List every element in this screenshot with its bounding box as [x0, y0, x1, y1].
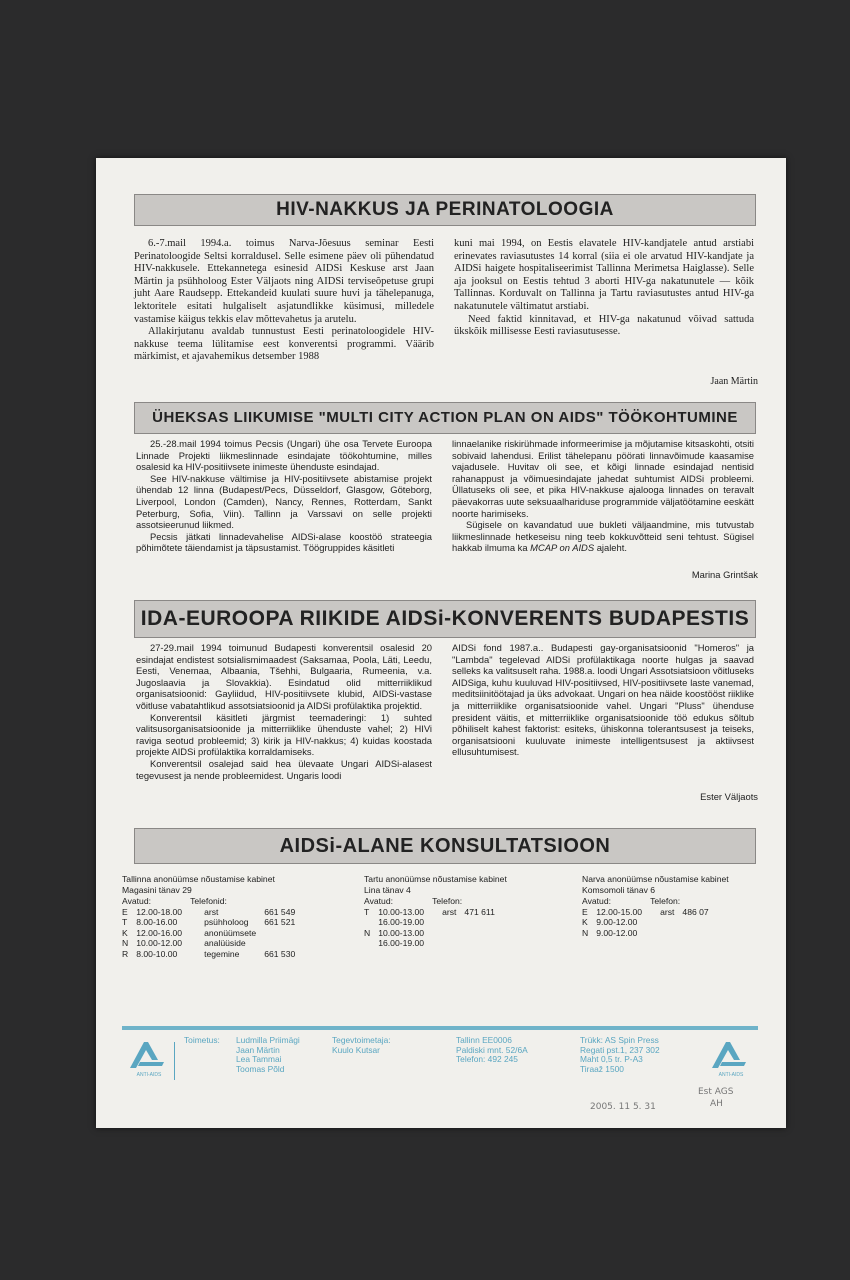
paragraph: Konverentsil käsitleti järgmist teemaderingi: 1) suhted valitsusorganisatsioonide ja mitterriiklike ühenduste vahel; 2) HIVi raviga seotud probleemid; 3) kirik ja HIV-nakkus; 4) kuidas koostada projekte AIDSi profülaktika korraldamiseks. [136, 711, 432, 758]
signature-marina-grintsak: Marina Grintšak [691, 569, 758, 580]
table-row: E 12.00-15.00 arst 486 07 [582, 906, 709, 917]
clinic-tallinn [122, 874, 303, 959]
paragraph: 6.-7.mail 1994.a. toimus Narva-Jõesuus seminar Eesti Perinatoloogide Seltsi korraldusel. Selle esimene päev oli pühendatud HIV-nakkusele. Ettekannetega esinesid AIDSi Keskuse arst Jaan Märtin ja psühholoog Ester Väljaots ning AIDSi terviseõpetuse grupi juht Aare Raudsepp. Ettekandeid kuulati suure huvi ja tähelepanuga, lektoritele esitati hulgaliselt asjatundlikke küsimusi, milledele vastamise käigus tekkis elav mõttevahetus ja arutelu. [134, 238, 434, 325]
paragraph: Sügisele on kavandatud uue bukleti väljaandmine, mis tutvustab liikmeslinnade hetkeseisu ning teeb kokkuvõtteid seni tehtust. Sügisel hakkab ilmuma ka MCAP on AIDS ajaleht. [452, 519, 754, 554]
article2-right-column [452, 438, 754, 554]
clinic-title: Tallinna anonüümse nõustamise kabinet [122, 874, 275, 884]
article2-left-column [136, 438, 432, 554]
paragraph: linnaelanike riskirühmade informeerimise ja mõjutamise kitsaskohti, otsiti sobivaid lahendusi. Erilist tähelepanu pöörati linnavõimude kaasamise vajadusele. Huvitav oli see, et kõigi linnade esindajad nentisid rahanappust ja võimuesindajate jahedat suhtumist AIDSi probleemi. Üllatuseks oli see, et pika HIV-nakkuse ajalooga linnades on teravalt päevakorras uute seksuaalhariduse programmide väljatöötamine eeskätt noorte harimiseks. [452, 438, 754, 519]
anti-aids-logo-icon [126, 1038, 172, 1078]
table-row: K 9.00-12.00 [582, 917, 638, 927]
clinic-address: Komsomoli tänav 6 [582, 884, 656, 895]
clinic-hours-table [582, 896, 717, 938]
table-header: Avatud: Telefonid: [122, 896, 227, 906]
paragraph: AIDSi fond 1987.a.. Budapesti gay-organisatsioonid "Homeros" ja "Lambda" tegelevad AIDSi profülaktikaga noorte hulgas ja saavad selleks ka valitsuselt raha. 1988.a. loodi Ungari Assotsiatsioon võitluseks AIDSiga, kuhu kuuluvad HIV-positiivsed, HIV-positiivsete laste vanemad, meditsiinitöötajad ja üks advokaat. Ungari on hea näide koostööst riiklike ja mitterriiklike organisatsioonide vahel. Ungari "Pluss" ühenduse president väitis, et mitterriiklike organisatsioonide töö edukus sõltub põhiliselt kahest faktorist: esiteks, ühiskonna tolerantsusest ja teiseks, organisatsiooni kuuluvate inimeste intelligentsusest ja aktiivsest ellusuhtumisest. [452, 642, 754, 758]
headline-budapest-conference: IDA-EUROOPA RIIKIDE AIDSi-KONVERENTS BUDAPESTIS [134, 600, 756, 638]
table-row: N 10.00-13.00 [364, 927, 425, 938]
footer-divider [174, 1042, 175, 1080]
clinic-address: Lina tänav 4 [364, 884, 411, 895]
footer-managing-editor: Tegevtoimetaja: Kuulo Kutsar [332, 1035, 391, 1055]
table-header: Avatud: Telefon: [364, 896, 463, 906]
table-row: T 8.00-16.00 psühholoog 661 521 [122, 917, 296, 927]
paragraph: kuni mai 1994, on Eestis elavatele HIV-kandjatele antud arstiabi erinevates raviasutustes 14 korral (siia ei ole arvatud HIV-kandjate ja AIDSi haigete hospitaliseerimist Tallinna Merimetsa Haiglasse). Selle aja jooksul on Eestis tehtud 3 aborti HIV-ga nakatunutele — kõik Tallinnas. Korduvalt on Tallinna ja Tartu raviasutustes antud HIV-ga nakatunutele vältimatut arstiabi. [454, 238, 754, 312]
table-header: Avatud: Telefon: [582, 896, 681, 906]
pencil-date: 2005. 11 5. 31 [590, 1102, 656, 1112]
table-row: E 12.00-18.00 arst 661 549 [122, 906, 296, 917]
paragraph: Need faktid kinnitavad, et HIV-ga nakatunud võivad sattuda ükskõik millisesse Eesti raviasutusesse. [454, 313, 754, 338]
table-row: T 10.00-13.00 arst 471 611 [364, 906, 495, 917]
footer-printer: Trükk: AS Spin Press Regati pst.1, 237 302 Maht 0,5 tr. P-A3 Tiraaž 1500 [580, 1035, 660, 1074]
clinic-narva [582, 874, 729, 938]
clinic-title: Narva anonüümse nõustamise kabinet [582, 874, 729, 884]
article1-right-column [454, 238, 754, 339]
clinic-hours-table [122, 896, 303, 959]
headline-hiv-perinatology: HIV-NAKKUS JA PERINATOLOOGIA [134, 194, 756, 226]
paragraph: See HIV-nakkuse vältimise ja HIV-positiivsete abistamise projekt ühendab 12 linna (Budapest/Pecs, Düsseldorf, Glasgow, Göteborg, Liverpool, London (Camden), Nancy, Rennes, Rotterdam, Sankt Peterburg, Sofia, Viin). Tallinn ja Varssavi on selle projekti assotsieerunud liikmed. [136, 472, 432, 531]
clinic-title: Tartu anonüümse nõustamise kabinet [364, 874, 507, 884]
footer-address: Tallinn EE0006 Paldiski mnt. 52/6A Telefon: 492 245 [456, 1035, 528, 1065]
paragraph: Pecsis jätkati linnadevahelise AIDSi-alase koostöö strateegia põhimõtete täiendamist ja täpsustamist. Töögruppides käsitleti [136, 530, 432, 554]
signature-ester-valjaots: Ester Väljaots [700, 791, 758, 802]
paragraph: Allakirjutanu avaldab tunnustust Eesti perinatoloogidele HIV-nakkuse teema lülitamise eest konverentsi programmi. Väärib märkimist, et ajavahemikus detsember 1988 [134, 326, 434, 363]
table-row: 16.00-19.00 [378, 917, 425, 927]
article3-right-column [452, 642, 754, 758]
table-row: N 10.00-12.00 analüüside [122, 938, 246, 948]
footer-rule [122, 1026, 758, 1030]
table-row: N 9.00-12.00 [582, 927, 638, 938]
table-row: 16.00-19.00 [378, 938, 425, 948]
footer-editors: Ludmilla Priimägi Jaan Märtin Lea Tammai Toomas Põld [236, 1035, 300, 1074]
logo-text: ANTI-AIDS [718, 1072, 744, 1078]
footer-editors-label: Toimetus: [184, 1035, 220, 1045]
clinic-hours-table [364, 896, 503, 949]
headline-aids-consultation: AIDSi-ALANE KONSULTATSIOON [134, 828, 756, 864]
clinic-tartu [364, 874, 507, 949]
newsletter-page [96, 158, 786, 1128]
paragraph: 27-29.mail 1994 toimunud Budapesti konverentsil osalesid 20 esindajat endistest sotsialismimaadest (Saksamaa, Poola, Läti, Leedu, Eesti, Venemaa, Albaania, Tšehhi, Bulgaaria, Rumeenia, v.a. Jugoslaavia ja Slovakkia). Esindatud olid mitterriiklikud organisatsioonid: Gayliidud, HIV-positiivsete klubid, AIDSi-vastase võitluse vabatahtlikud assotsiatsioonid ja AIDSi profülaktika projektid. [136, 642, 432, 711]
anti-aids-logo-icon [708, 1038, 754, 1078]
logo-text: ANTI-AIDS [136, 1072, 162, 1078]
publication-title: MCAP on AIDS [530, 542, 595, 554]
table-row: K 12.00-16.00 anonüümsete [122, 927, 257, 938]
article3-left-column [136, 642, 432, 781]
table-row: R 8.00-10.00 tegemine 661 530 [122, 948, 296, 959]
article1-left-column [134, 238, 434, 364]
paragraph: 25.-28.mail 1994 toimus Pecsis (Ungari) ühe osa Tervete Euroopa Linnade Projekti liikmeslinnade esindajate töökohtumine, milles osalesid ka HIV-positiivsete inimeste ühenduste esindajad. [136, 438, 432, 473]
pencil-annotation: Est AGS AH [698, 1087, 734, 1109]
paragraph: Konverentsil osalejad said hea ülevaate Ungari AIDSi-alasest tegevusest ja nende probleemidest. Ungaris loodi [136, 757, 432, 781]
headline-multi-city-action-plan: ÜHEKSAS LIIKUMISE "MULTI CITY ACTION PLAN ON AIDS" TÖÖKOHTUMINE [134, 402, 756, 434]
clinic-address: Magasini tänav 29 [122, 884, 192, 895]
signature-jaan-martin: Jaan Märtin [710, 376, 758, 387]
